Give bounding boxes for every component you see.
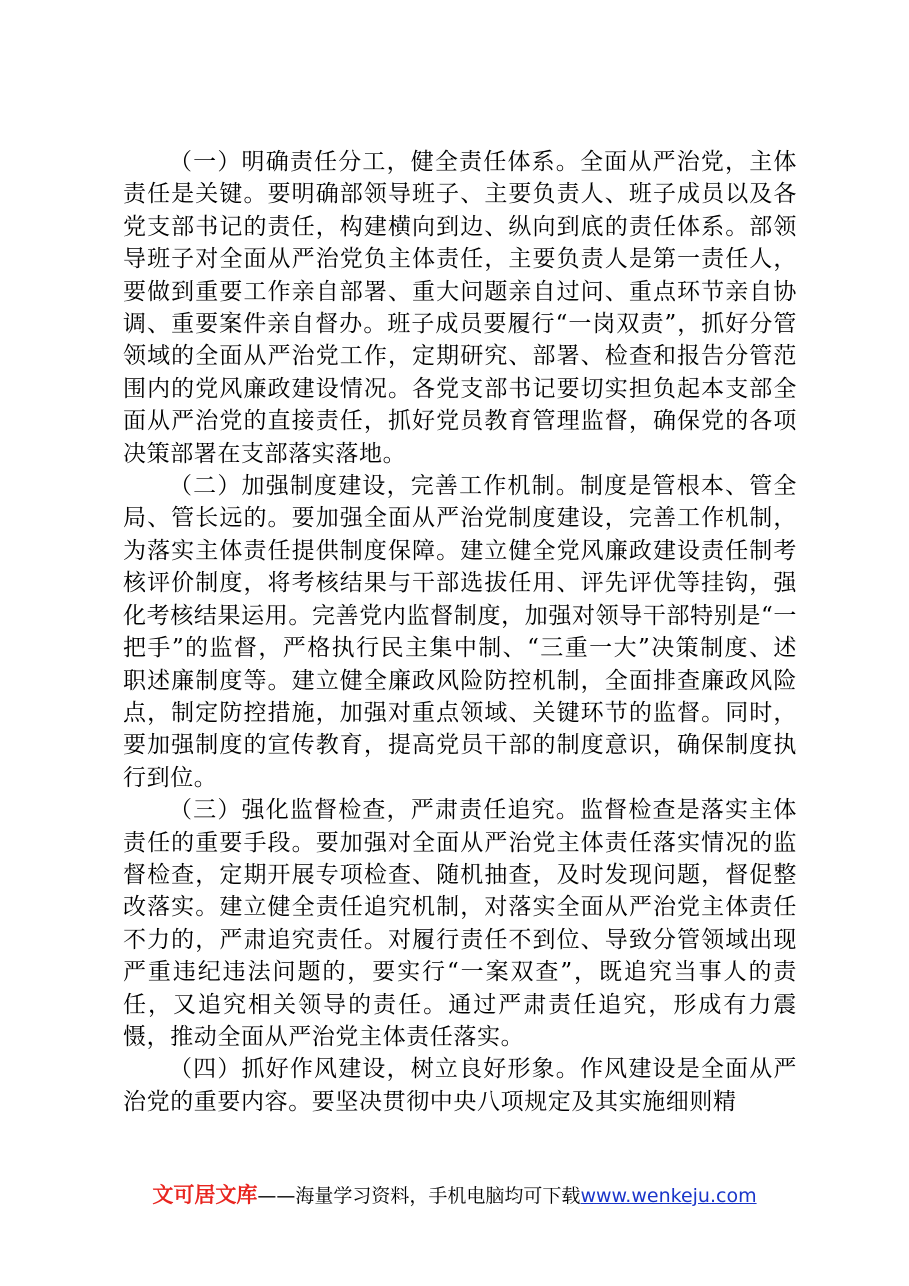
footer-slogan: ——海量学习资料，手机电脑均可下载 [257, 1185, 581, 1207]
paragraph-2: （二）加强制度建设，完善工作机制。制度是管根本、管全局、管长远的。要加强全面从严治党制度建设，完善工作机制，为落实主体责任提供制度保障。建立健全党风廉政建设责任制考核评价制度，将考核结果与干部选拔任用、评先评优等挂钩，强化考核结果运用。完善党内监督制度，加强对领导干部特别是“一把手”的监督，严格执行民主集中制、“三重一大”决策制度、述职述廉制度等。建立健全廉政风险防控机制，全面排查廉政风险点，制定防控措施，加强对重点领域、关键环节的监督。同时，要加强制度的宣传教育，提高党员干部的制度意识，确保制度执行到位。 [123, 473, 797, 791]
paragraph-1: （一）明确责任分工，健全责任体系。全面从严治党，主体责任是关键。要明确部领导班子、主要负责人、班子成员以及各党支部书记的责任，构建横向到边、纵向到底的责任体系。部领导班子对全面从严治党负主体责任，主要负责人是第一责任人，要做到重要工作亲自部署、重大问题亲自过问、重点环节亲自协调、重要案件亲自督办。班子成员要履行“一岗双责”，抓好分管领域的全面从严治党工作，定期研究、部署、检查和报告分管范围内的党风廉政建设情况。各党支部书记要切实担负起本支部全面从严治党的直接责任，抓好党员教育管理监督，确保党的各项决策部署在支部落实落地。 [123, 149, 797, 467]
document-body [123, 146, 797, 1118]
footer-url-link[interactable]: www.wenkeju.com [580, 1185, 757, 1207]
paragraph-3: （三）强化监督检查，严肃责任追究。监督检查是落实主体责任的重要手段。要加强对全面从严治党主体责任落实情况的监督检查，定期开展专项检查、随机抽查，及时发现问题，督促整改落实。建立健全责任追究机制，对落实全面从严治党主体责任不力的，严肃追究责任。对履行责任不到位、导致分管领域出现严重违纪违法问题的，要实行“一案双查”，既追究当事人的责任，又追究相关领导的责任。通过严肃责任追究，形成有力震慑，推动全面从严治党主体责任落实。 [123, 797, 797, 1050]
page-footer [0, 1180, 909, 1211]
paragraph-4: （四）抓好作风建设，树立良好形象。作风建设是全面从严治党的重要内容。要坚决贯彻中央八项规定及其实施细则精 [123, 1056, 797, 1115]
footer-brand: 文可居文库 [152, 1183, 258, 1207]
